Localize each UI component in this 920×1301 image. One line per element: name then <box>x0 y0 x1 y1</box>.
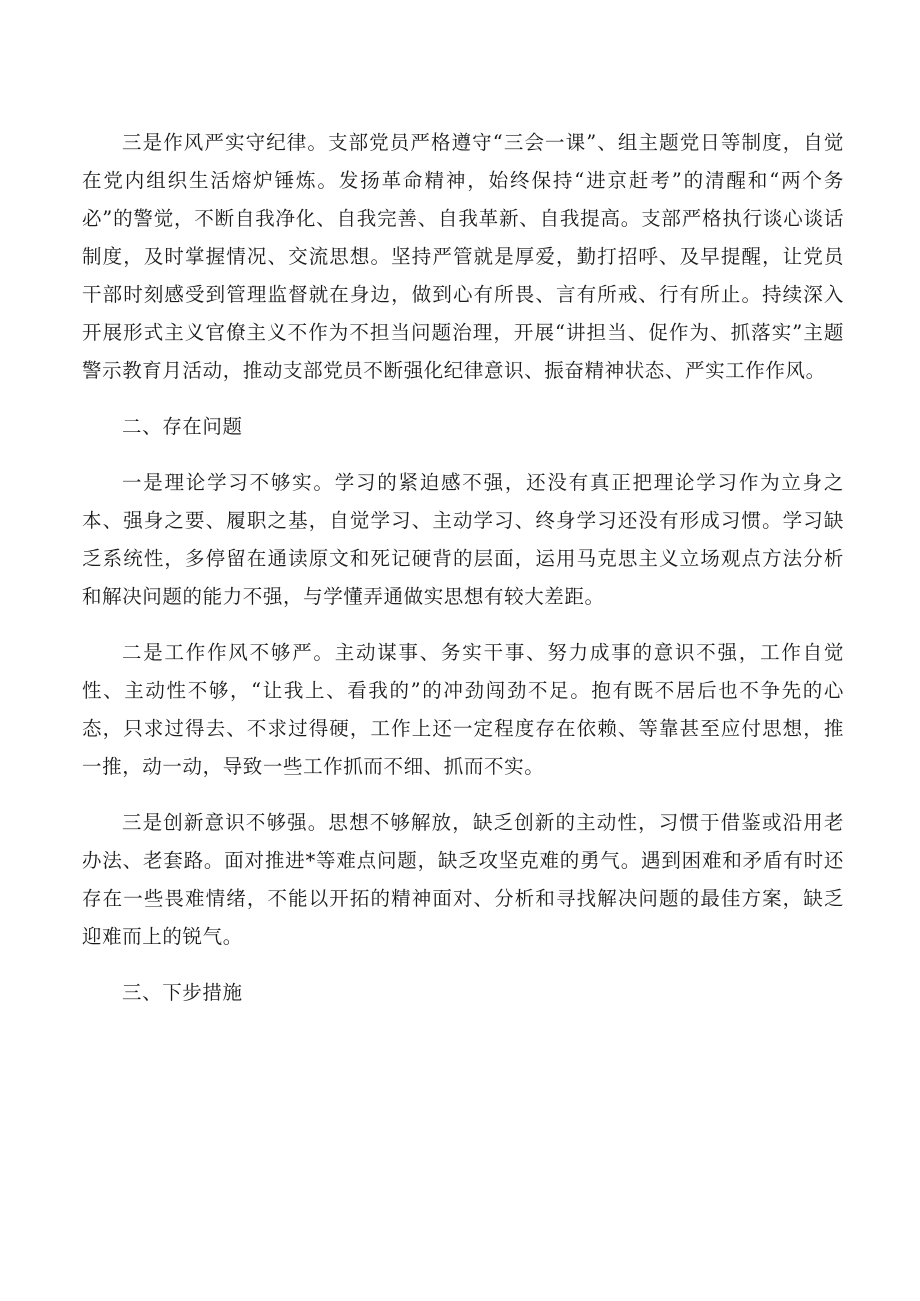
paragraph-theory-study: 一是理论学习不够实。学习的紧迫感不强，还没有真正把理论学习作为立身之本、强身之要、履职之基，自觉学习、主动学习、终身学习还没有形成习惯。学习缺乏系统性，多停留在通读原文和死记硬背的层面，运用马克思主义立场观点方法分析和解决问题的能力不强，与学懂弄通做实思想有较大差距。 <box>82 471 844 608</box>
paragraph-innovation: 三是创新意识不够强。思想不够解放，缺乏创新的主动性，习惯于借鉴或沿用老办法、老套路。面对推进*等难点问题，缺乏攻坚克难的勇气。遇到困难和矛盾有时还存在一些畏难情绪，不能以开拓的精神面对、分析和寻找解决问题的最佳方案，缺乏迎难而上的锐气。 <box>82 811 844 948</box>
paragraph-work-style: 二是工作作风不够严。主动谋事、务实干事、努力成事的意识不强，工作自觉性、主动性不够，“让我上、看我的”的冲劲闯劲不足。抱有既不居后也不争先的心态，只求过得去、不求过得硬，工作上还一定程度存在依赖、等靠甚至应付思想，推一推，动一动，导致一些工作抓而不细、抓而不实。 <box>82 641 844 778</box>
section-heading-next-steps: 三、下步措施 <box>122 981 243 1004</box>
paragraph-style-discipline: 三是作风严实守纪律。支部党员严格遵守“三会一课”、组主题党日等制度，自觉在党内组织生活熔炉锤炼。发扬革命精神，始终保持“进京赶考”的清醒和“两个务必”的警觉，不断自我净化、自我完善、自我革新、自我提高。支部严格执行谈心谈话制度，及时掌握情况、交流思想。坚持严管就是厚爱，勤打招呼、及早提醒，让党员干部时刻感受到管理监督就在身边，做到心有所畏、言有所戒、行有所止。持续深入开展形式主义官僚主义不作为不担当问题治理，开展“讲担当、促作为、抓落实”主题警示教育月活动，推动支部党员不断强化纪律意识、振奋精神状态、严实工作作风。 <box>82 131 844 382</box>
document-body <box>82 124 844 1012</box>
section-heading-problems: 二、存在问题 <box>122 415 243 438</box>
